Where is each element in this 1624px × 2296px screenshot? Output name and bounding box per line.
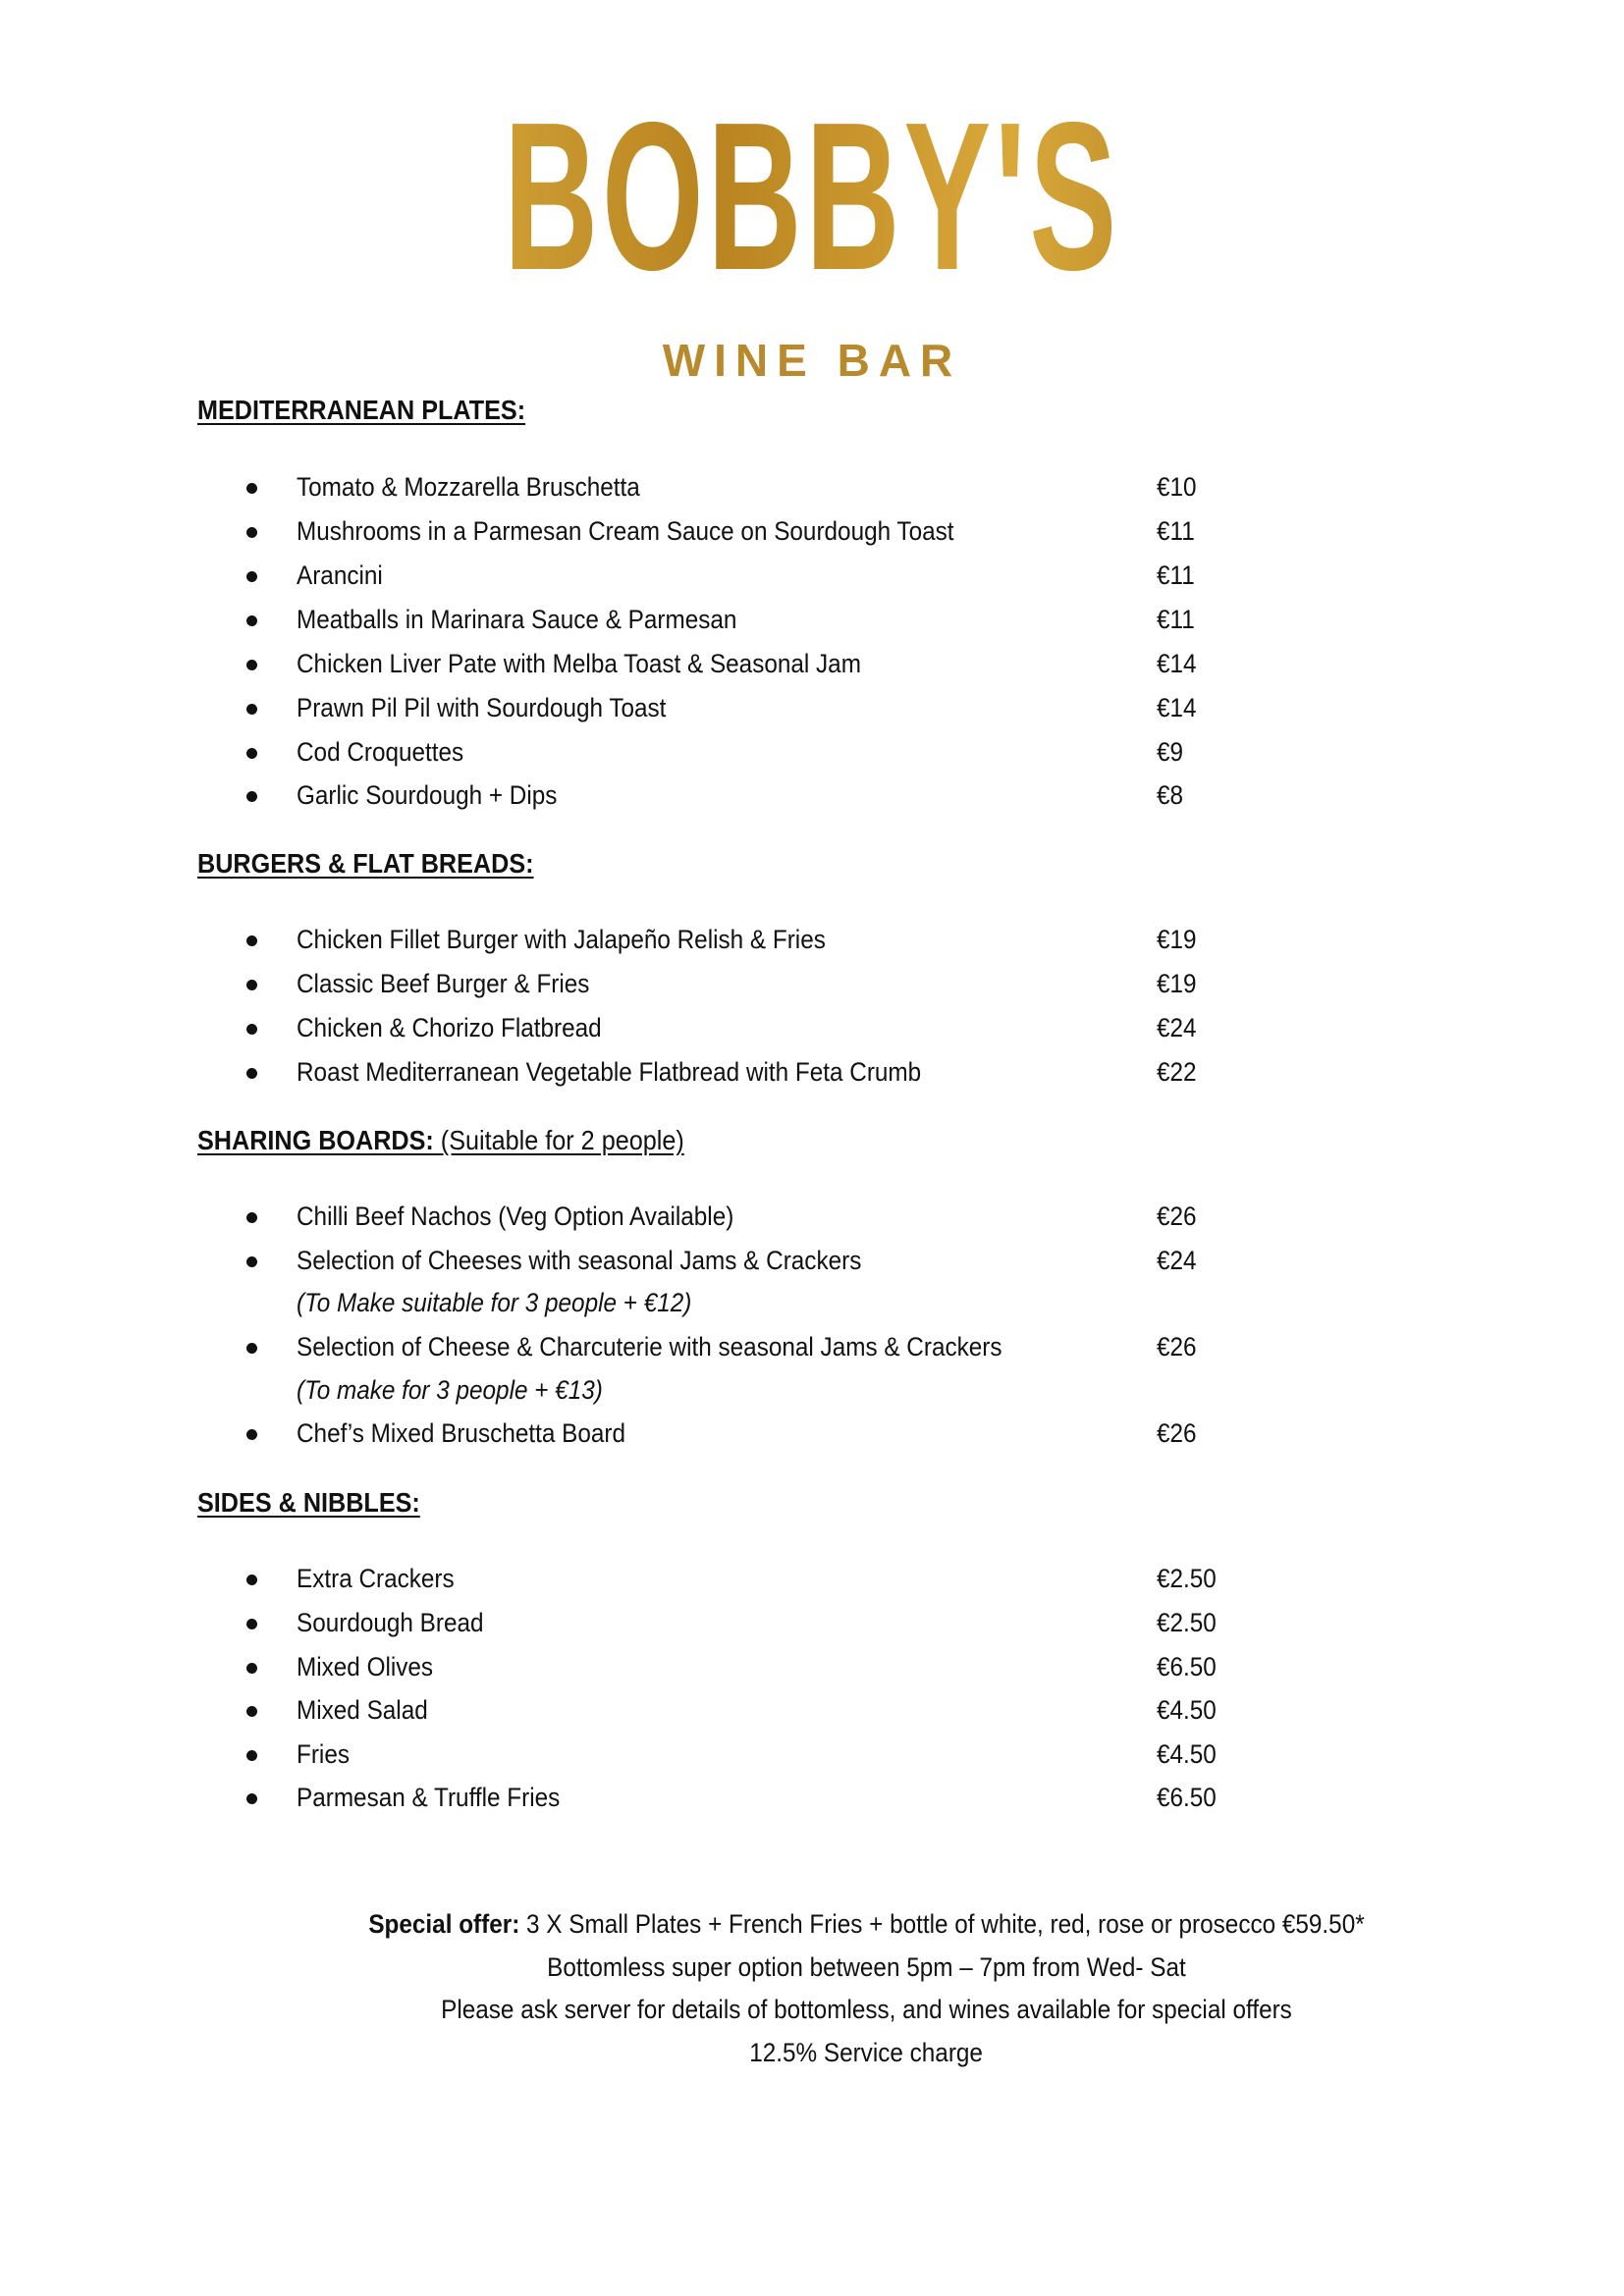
item-price: €6.50 (1157, 1783, 1217, 1812)
menu-item (0, 1778, 1624, 1817)
item-price: €8 (1157, 780, 1184, 810)
menu-item (0, 964, 1624, 1003)
menu-item-note (0, 1370, 1624, 1410)
bullet-icon (246, 935, 257, 946)
menu-item (0, 1735, 1624, 1774)
menu-item (0, 1008, 1624, 1047)
menu-item (0, 1647, 1624, 1686)
bullet-icon (246, 1706, 257, 1717)
menu-item (0, 1690, 1624, 1730)
sharing-title: SHARING BOARDS: (197, 1125, 441, 1155)
item-price: €4.50 (1157, 1695, 1217, 1725)
bullet-icon (246, 483, 257, 494)
footer-line (0, 1990, 1624, 2029)
bottomless-info: Bottomless super option between 5pm – 7pm from Wed- Sat (547, 1952, 1186, 1982)
footer-line (0, 1948, 1624, 1987)
item-name: Classic Beef Burger & Fries (297, 969, 590, 998)
item-price: €14 (1157, 649, 1197, 678)
item-name: Extra Crackers (297, 1564, 455, 1593)
item-name: Mushrooms in a Parmesan Cream Sauce on Sourdough Toast (297, 516, 954, 546)
item-name: Prawn Pil Pil with Sourdough Toast (297, 693, 667, 722)
item-note: (To make for 3 people + €13) (297, 1375, 603, 1405)
item-name: Tomato & Mozzarella Bruschetta (297, 472, 640, 502)
bullet-icon (246, 1793, 257, 1804)
bullet-icon (246, 748, 257, 759)
item-price: €11 (1157, 605, 1195, 634)
bullet-icon (246, 660, 257, 670)
section-heading-mediterranean: MEDITERRANEAN PLATES: (197, 395, 526, 425)
special-offer-text: 3 X Small Plates + French Fries + bottle of white, red, rose or prosecco €59.50* (519, 1909, 1365, 1939)
menu-item (0, 1241, 1624, 1280)
section-heading-burgers: BURGERS & FLAT BREADS: (197, 848, 534, 879)
menu-item (0, 775, 1624, 815)
menu-item (0, 556, 1624, 595)
menu-item (0, 644, 1624, 683)
item-name: Fries (297, 1739, 350, 1769)
special-offer-label: Special offer: (368, 1909, 520, 1939)
menu-item (0, 600, 1624, 639)
bullet-icon (246, 1429, 257, 1440)
item-price: €24 (1157, 1013, 1197, 1042)
bullet-icon (246, 571, 257, 582)
item-name: Mixed Salad (297, 1695, 428, 1725)
footer-line (0, 2033, 1624, 2072)
item-price: €10 (1157, 472, 1197, 502)
menu-item (0, 1327, 1624, 1366)
menu-item (0, 511, 1624, 551)
item-name: Chilli Beef Nachos (Veg Option Available) (297, 1201, 734, 1231)
item-price: €11 (1157, 516, 1195, 546)
menu-item (0, 1559, 1624, 1598)
item-name: Chicken & Chorizo Flatbread (297, 1013, 602, 1042)
bullet-icon (246, 980, 257, 990)
item-name: Arancini (297, 561, 383, 590)
item-name: Selection of Cheeses with seasonal Jams & Crackers (297, 1246, 862, 1275)
bullet-icon (246, 1343, 257, 1354)
menu-item (0, 467, 1624, 507)
bullet-icon (246, 1663, 257, 1674)
bullet-icon (246, 1575, 257, 1585)
item-price: €26 (1157, 1418, 1197, 1448)
item-price: €24 (1157, 1246, 1197, 1275)
bullet-icon (246, 1212, 257, 1223)
item-price: €26 (1157, 1201, 1197, 1231)
menu-item (0, 732, 1624, 772)
bullet-icon (246, 1750, 257, 1761)
item-name: Chef’s Mixed Bruschetta Board (297, 1418, 625, 1448)
item-name: Parmesan & Truffle Fries (297, 1783, 561, 1812)
menu-item (0, 920, 1624, 959)
item-price: €4.50 (1157, 1739, 1217, 1769)
ask-server-info: Please ask server for details of bottomless, and wines available for special offers (441, 1995, 1292, 2024)
section-heading-sharing (197, 1125, 684, 1156)
menu-item (0, 1603, 1624, 1642)
bullet-icon (246, 615, 257, 626)
item-name: Chicken Fillet Burger with Jalapeño Relish & Fries (297, 925, 826, 954)
menu-item (0, 1414, 1624, 1453)
item-name: Selection of Cheese & Charcuterie with seasonal Jams & Crackers (297, 1332, 1002, 1362)
item-name: Meatballs in Marinara Sauce & Parmesan (297, 605, 737, 634)
bullet-icon (246, 704, 257, 715)
item-name: Roast Mediterranean Vegetable Flatbread with Feta Crumb (297, 1057, 922, 1087)
item-name: Sourdough Bread (297, 1608, 484, 1637)
item-name: Cod Croquettes (297, 737, 464, 767)
item-price: €6.50 (1157, 1652, 1217, 1682)
bullet-icon (246, 1256, 257, 1267)
bullet-icon (246, 1024, 257, 1035)
item-price: €26 (1157, 1332, 1197, 1362)
section-heading-sides: SIDES & NIBBLES: (197, 1487, 420, 1518)
menu-item (0, 688, 1624, 727)
bullet-icon (246, 791, 257, 802)
item-price: €19 (1157, 925, 1197, 954)
item-price: €2.50 (1157, 1564, 1217, 1593)
item-price: €11 (1157, 561, 1195, 590)
item-name: Chicken Liver Pate with Melba Toast & Seasonal Jam (297, 649, 861, 678)
menu-item-note (0, 1283, 1624, 1322)
sharing-note: (Suitable for 2 people) (440, 1125, 684, 1155)
item-price: €19 (1157, 969, 1197, 998)
logo-wine-bar: WINE BAR (662, 335, 962, 386)
item-note: (To Make suitable for 3 people + €12) (297, 1288, 692, 1317)
item-name: Mixed Olives (297, 1652, 434, 1682)
item-price: €14 (1157, 693, 1197, 722)
logo-bobbys: BOBBY'S (308, 103, 1315, 290)
bullet-icon (246, 527, 257, 538)
menu-item (0, 1197, 1624, 1236)
service-charge: 12.5% Service charge (749, 2038, 984, 2067)
bullet-icon (246, 1068, 257, 1079)
item-name: Garlic Sourdough + Dips (297, 780, 558, 810)
bullet-icon (246, 1619, 257, 1629)
item-price: €2.50 (1157, 1608, 1217, 1637)
special-offer (0, 1904, 1624, 1944)
item-price: €22 (1157, 1057, 1197, 1087)
item-price: €9 (1157, 737, 1184, 767)
menu-item (0, 1052, 1624, 1092)
